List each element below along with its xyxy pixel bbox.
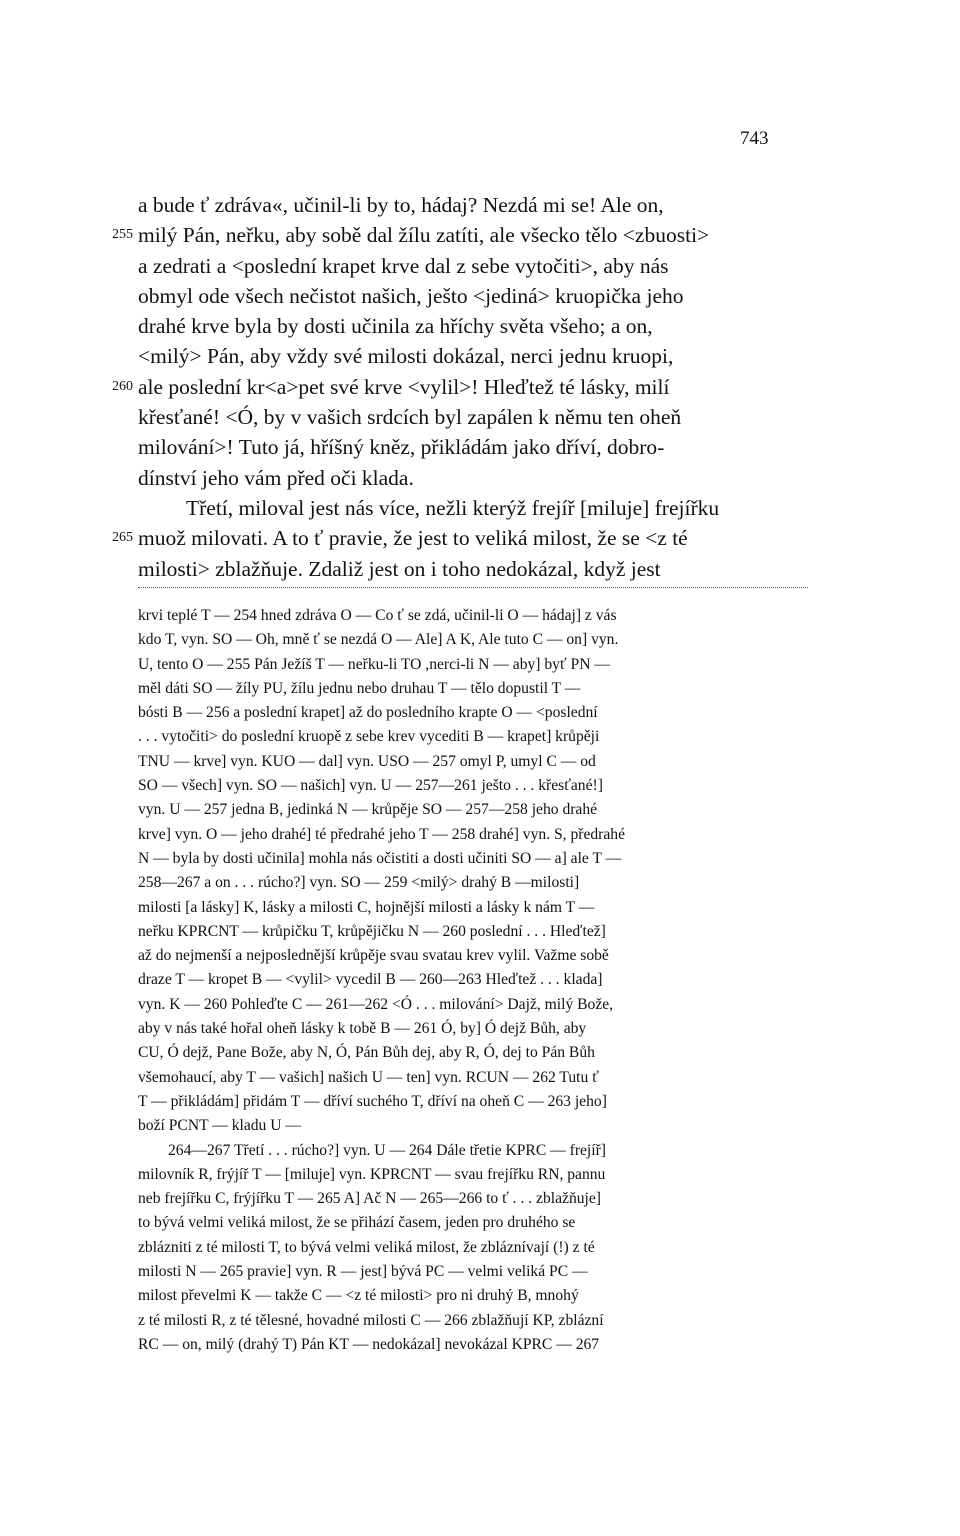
apparatus-line: T — přikládám] přidám T — dříví suchého T, dříví na oheň C — 263 jeho]: [138, 1092, 607, 1110]
apparatus-line: N — byla by dosti učinila] mohla nás očistiti a dosti učiniti SO — a] ale T —: [138, 849, 622, 867]
apparatus-line: milosti N — 265 pravie] vyn. R — jest] bývá PC — velmi veliká PC —: [138, 1263, 588, 1281]
line-text: dínství jeho vám před oči klada.: [138, 465, 414, 490]
apparatus-line: krvi teplé T — 254 hned zdráva O — Co ť se zdá, učinil-li O — hádaj] z vás: [138, 607, 617, 624]
line-text: muož milovati. A to ť pravie, že jest to veliká milost, že se <z té: [138, 526, 688, 551]
apparatus-line: milosti [a lásky] K, lásky a milosti C, hojnější milosti a lásky k nám T —: [138, 898, 595, 916]
apparatus-line: . . . vytočiti> do poslední kruopě z sebe krev vycediti B — krapet] krůpěji: [138, 728, 600, 746]
apparatus-line: CU, Ó dejž, Pane Bože, aby N, Ó, Pán Bůh dej, aby R, Ó, dej to Pán Bůh: [138, 1044, 595, 1062]
apparatus-line: krve] vyn. O — jeho drahé] té předrahé jeho T — 258 drahé] vyn. S, předrahé: [138, 825, 625, 843]
apparatus-line: neřku KPRCNT — krůpičku T, krůpějičku N — 260 poslední . . . Hleďtež]: [138, 922, 606, 940]
apparatus-line: to bývá velmi veliká milost, že se přihází časem, jeden pro druhého se: [138, 1214, 576, 1232]
text-line: [108, 190, 818, 220]
apparatus-line: draze T — kropet B — <vylil> vycedil B — 260—263 Hleďtež . . . klada]: [138, 971, 603, 989]
apparatus-line: milost převelmi K — takže C — <z té milosti> pro ni druhý B, mnohý: [138, 1287, 579, 1305]
line-text: a bude ť zdráva«, učinil-li by to, hádaj? Nezdá mi se! Ale on,: [138, 193, 664, 217]
apparatus-line: zblázniti z té milosti T, to bývá velmi veliká milost, že zbláznívají (!) z té: [138, 1238, 595, 1256]
apparatus-line: z té milosti R, z té tělesné, hovadné milosti C — 266 zblažňují KP, zblázní: [138, 1311, 604, 1329]
apparatus-line: vyn. U — 257 jedna B, jedinká N — krůpěje SO — 257—258 jeho drahé: [138, 801, 598, 819]
text-line: [108, 281, 818, 311]
apparatus-line: bósti B — 256 a poslední krapet] až do posledního krapte O — <poslední: [138, 704, 598, 722]
line-text: a zedrati a <poslední krapet krve dal z sebe vytočiti>, aby nás: [138, 253, 669, 278]
apparatus-line: milovník R, frýjíř T — [miluje] vyn. KPRCNT — svau frejířku RN, pannu: [138, 1165, 606, 1183]
critical-apparatus: [108, 604, 818, 1357]
line-text: ale poslední kr<a>pet své krve <vylil>! Hleďtež té lásky, milí: [138, 374, 670, 399]
apparatus-line: boží PCNT — kladu U —: [138, 1117, 302, 1135]
line-text: Třetí, miloval jest nás více, nežli kterýž frejíř [miluje] frejířku: [186, 495, 720, 520]
apparatus-line: 258—267 a on . . . rúcho?] vyn. SO — 259 <milý> drahý B —milosti]: [138, 874, 580, 892]
apparatus-line: RC — on, milý (drahý T) Pán KT — nedokázal] nevokázal KPRC — 267: [138, 1335, 600, 1353]
apparatus-line: kdo T, vyn. SO — Oh, mně ť se nezdá O — Ale] A K, Ale tuto C — on] vyn.: [138, 631, 619, 649]
apparatus-line: U, tento O — 255 Pán Ježíš T — neřku-li TO ,nerci-li N — aby] byť PN —: [138, 655, 610, 673]
line-text: obmyl ode všech nečistot našich, ješto <jediná> kruopička jeho: [138, 283, 684, 308]
apparatus-line: 264—267 Třetí . . . rúcho?] vyn. U — 264 Dále třetie KPRC — frejíř]: [168, 1141, 606, 1159]
line-number: 260: [112, 378, 133, 394]
apparatus-line: SO — všech] vyn. SO — našich] vyn. U — 257—261 ješto . . . křesťané!]: [138, 777, 603, 795]
line-number: 255: [112, 227, 133, 243]
separator-rule: [138, 587, 808, 588]
text-line: [108, 220, 818, 250]
text-line: [108, 372, 818, 402]
text-line: [108, 251, 818, 281]
text-line: [108, 463, 818, 493]
apparatus-line: neb frejířku C, frýjířku T — 265 A] Ač N — 265—266 to ť . . . zblažňuje]: [138, 1190, 601, 1208]
text-line: [108, 432, 818, 462]
apparatus-line: měl dáti SO — žíly PU, žílu jednu nebo druhau T — tělo dopustil T —: [138, 679, 581, 697]
main-text: [108, 190, 818, 584]
apparatus-line: všemohaucí, aby T — vašich] našich U — ten] vyn. RCUN — 262 Tutu ť: [138, 1068, 599, 1086]
apparatus-line: aby v nás také hořal oheň lásky k tobě B — 261 Ó, by] Ó dejž Bůh, aby: [138, 1020, 587, 1038]
page-number: 743: [740, 128, 769, 149]
line-text: <milý> Pán, aby vždy své milosti dokázal, nerci jednu kruopi,: [138, 344, 674, 369]
text-line: [108, 311, 818, 341]
text-line: [108, 493, 818, 523]
line-text: milý Pán, neřku, aby sobě dal žílu zatíti, ale všecko tělo <zbuosti>: [138, 223, 710, 248]
text-line: [108, 341, 818, 371]
text-line: [108, 523, 818, 553]
text-line: [108, 402, 818, 432]
line-text: křesťané! <Ó, by v vašich srdcích byl zapálen k němu ten oheň: [138, 405, 682, 430]
apparatus-line: TNU — krve] vyn. KUO — dal] vyn. USO — 257 omyl P, umyl C — od: [138, 752, 596, 770]
apparatus-line: vyn. K — 260 Pohleďte C — 261—262 <Ó . . . milování> Dajž, milý Bože,: [138, 995, 614, 1013]
apparatus-line: až do nejmenší a nejposlednější krůpěje svau svatau krev vylil. Važme sobě: [138, 947, 609, 965]
line-text: milování>! Tuto já, hříšný kněz, přikládám jako dříví, dobro-: [138, 435, 665, 460]
line-text: milosti> zblažňuje. Zdaliž jest on i toho nedokázal, když jest: [138, 556, 661, 581]
line-number: 265: [112, 530, 133, 546]
line-text: drahé krve byla by dosti učinila za hříchy světa všeho; a on,: [138, 314, 653, 339]
text-line: [108, 554, 818, 584]
